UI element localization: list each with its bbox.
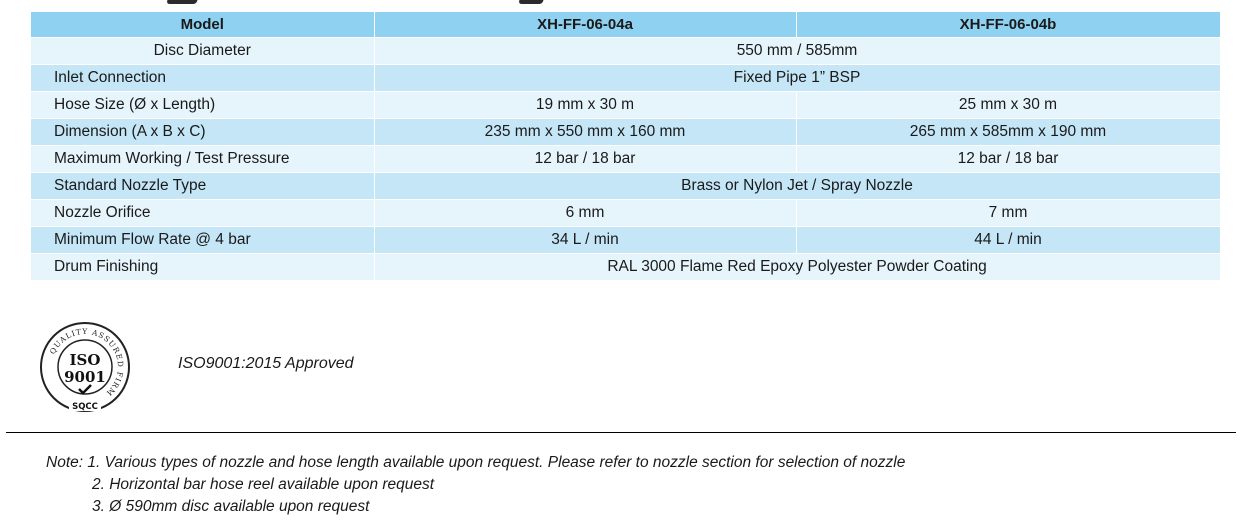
row-label: Inlet Connection — [31, 65, 374, 92]
table-row — [31, 92, 1220, 119]
iso-seal-icon — [38, 320, 132, 414]
row-label: Nozzle Orifice — [31, 200, 374, 227]
iso-logo-bottom: 9001 — [64, 368, 106, 386]
table-row — [31, 65, 1220, 92]
row-value-shared: 550 mm / 585mm — [374, 38, 1220, 65]
table-row — [31, 119, 1220, 146]
table-row — [31, 227, 1220, 254]
row-label: Drum Finishing — [31, 254, 374, 281]
header-model-a: XH-FF-06-04a — [374, 12, 796, 38]
row-label: Maximum Working / Test Pressure — [31, 146, 374, 173]
notes-block — [46, 452, 905, 518]
row-value-a: 6 mm — [374, 200, 796, 227]
cropped-heading-fragment — [0, 0, 1240, 7]
row-value-b: 12 bar / 18 bar — [796, 146, 1220, 173]
table-row — [31, 200, 1220, 227]
row-value-b: 7 mm — [796, 200, 1220, 227]
table-header-row — [31, 12, 1220, 38]
note-line-2: 2. Horizontal bar hose reel available upon request — [92, 476, 435, 493]
iso-certification-logo — [38, 320, 132, 414]
checkmark-icon — [79, 385, 91, 393]
table-row — [31, 146, 1220, 173]
note-line-1: Note: 1. Various types of nozzle and hose length available upon request. Please refer to nozzle section for selection of nozzle — [46, 454, 906, 471]
row-value-b: 25 mm x 30 m — [796, 92, 1220, 119]
row-label: Dimension (A x B x C) — [31, 119, 374, 146]
row-label: Standard Nozzle Type — [31, 173, 374, 200]
header-model-b: XH-FF-06-04b — [796, 12, 1220, 38]
table-row — [31, 38, 1220, 65]
row-value-a: 34 L / min — [374, 227, 796, 254]
row-value-b: 265 mm x 585mm x 190 mm — [796, 119, 1220, 146]
section-divider — [6, 432, 1236, 433]
iso-approval-caption: ISO9001:2015 Approved — [178, 355, 354, 372]
row-value-a: 19 mm x 30 m — [374, 92, 796, 119]
row-value-b: 44 L / min — [796, 227, 1220, 254]
row-value-a: 12 bar / 18 bar — [374, 146, 796, 173]
iso-logo-top: ISO — [69, 351, 101, 369]
note-line-3: 3. Ø 590mm disc available upon request — [92, 498, 370, 515]
specification-table — [31, 12, 1221, 281]
header-model-label: Model — [31, 12, 374, 38]
iso-ring-text: QUALITY ASSURED FIRM — [47, 326, 126, 399]
iso-logo-footer: SQCC — [72, 402, 98, 412]
row-label: Minimum Flow Rate @ 4 bar — [31, 227, 374, 254]
row-value-shared: Brass or Nylon Jet / Spray Nozzle — [374, 173, 1220, 200]
row-value-a: 235 mm x 550 mm x 160 mm — [374, 119, 796, 146]
row-label: Disc Diameter — [31, 38, 374, 65]
row-label: Hose Size (Ø x Length) — [31, 92, 374, 119]
row-value-shared: RAL 3000 Flame Red Epoxy Polyester Powder Coating — [374, 254, 1220, 281]
table-row — [31, 254, 1220, 281]
table-row — [31, 173, 1220, 200]
row-value-shared: Fixed Pipe 1” BSP — [374, 65, 1220, 92]
